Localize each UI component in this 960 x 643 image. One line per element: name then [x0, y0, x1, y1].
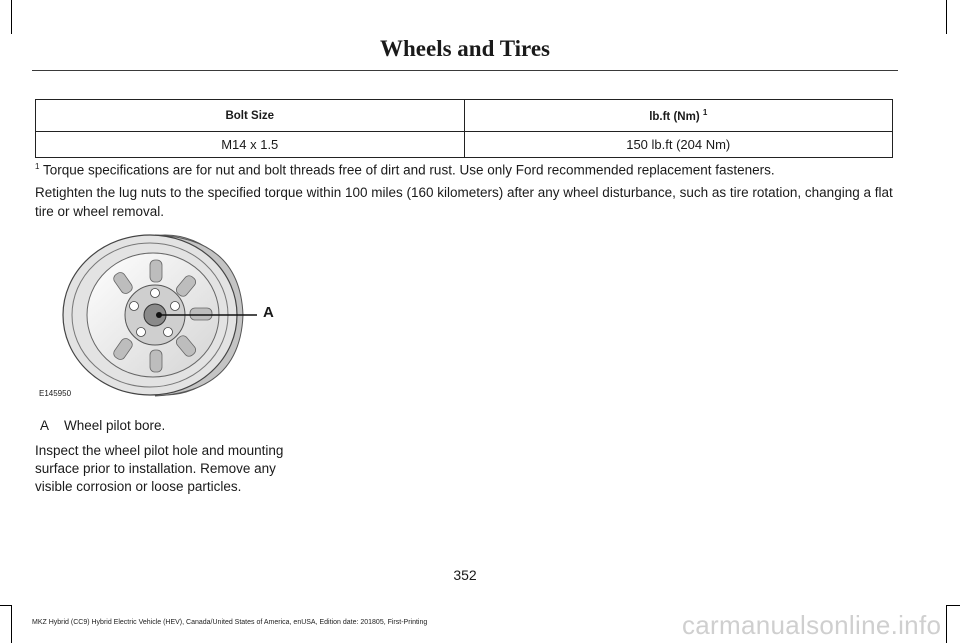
table-cell-bolt-size: M14 x 1.5: [36, 132, 465, 158]
crop-mark-bottom-right-h: [946, 605, 960, 606]
crop-mark-top-left: [11, 0, 12, 34]
wheel-slot: [150, 260, 162, 282]
lug-hole: [171, 302, 180, 311]
crop-mark-top-right: [946, 0, 947, 34]
lug-hole: [137, 328, 146, 337]
inspect-paragraph: Inspect the wheel pilot hole and mounting surface prior to installation. Remove any visible corrosion or loose particles.: [35, 443, 284, 494]
crop-mark-bottom-left-h: [0, 605, 11, 606]
lug-hole: [164, 328, 173, 337]
figure-id: E145950: [39, 389, 72, 398]
wheel-illustration: [35, 230, 310, 402]
crop-mark-bottom-right: [946, 605, 947, 643]
lug-hole: [130, 302, 139, 311]
retighten-paragraph: Retighten the lug nuts to the specified torque within 100 miles (160 kilometers) after any wheel disturbance, such as tire rotation, changing a flat tire or wheel removal.: [35, 185, 893, 219]
wheel-slot: [150, 350, 162, 372]
page-title: Wheels and Tires: [380, 36, 550, 61]
legend-key: A: [40, 418, 50, 433]
table-header-torque: lb.ft (Nm) $^1$: [464, 100, 893, 132]
watermark: carmanualsonline.info: [682, 610, 942, 640]
legend-text: Wheel pilot bore.: [64, 418, 166, 433]
crop-mark-bottom-left: [11, 605, 12, 643]
table-header-bolt-size: Bolt Size: [36, 100, 465, 132]
table-header-row: [36, 100, 893, 132]
wheel-slot: [190, 308, 212, 320]
page-number: 352: [453, 567, 477, 583]
callout-label: A: [263, 304, 274, 321]
table-cell-torque: 150 lb.ft (204 Nm): [464, 132, 893, 158]
callout-legend: [40, 418, 165, 433]
lug-hole: [151, 289, 160, 298]
table-row: [36, 132, 893, 158]
torque-spec-table: [35, 99, 893, 158]
table-footnote: $^1$ Torque specifications are for nut and bolt threads free of dirt and rust. Use only Ford recommended replacement fasteners.: [35, 162, 775, 178]
footer-edition: MKZ Hybrid (CC9) Hybrid Electric Vehicle (HEV), Canada/United States of America, enUSA, Edition date: 201805, First-Printing: [32, 619, 428, 626]
header-rule: [32, 70, 898, 71]
